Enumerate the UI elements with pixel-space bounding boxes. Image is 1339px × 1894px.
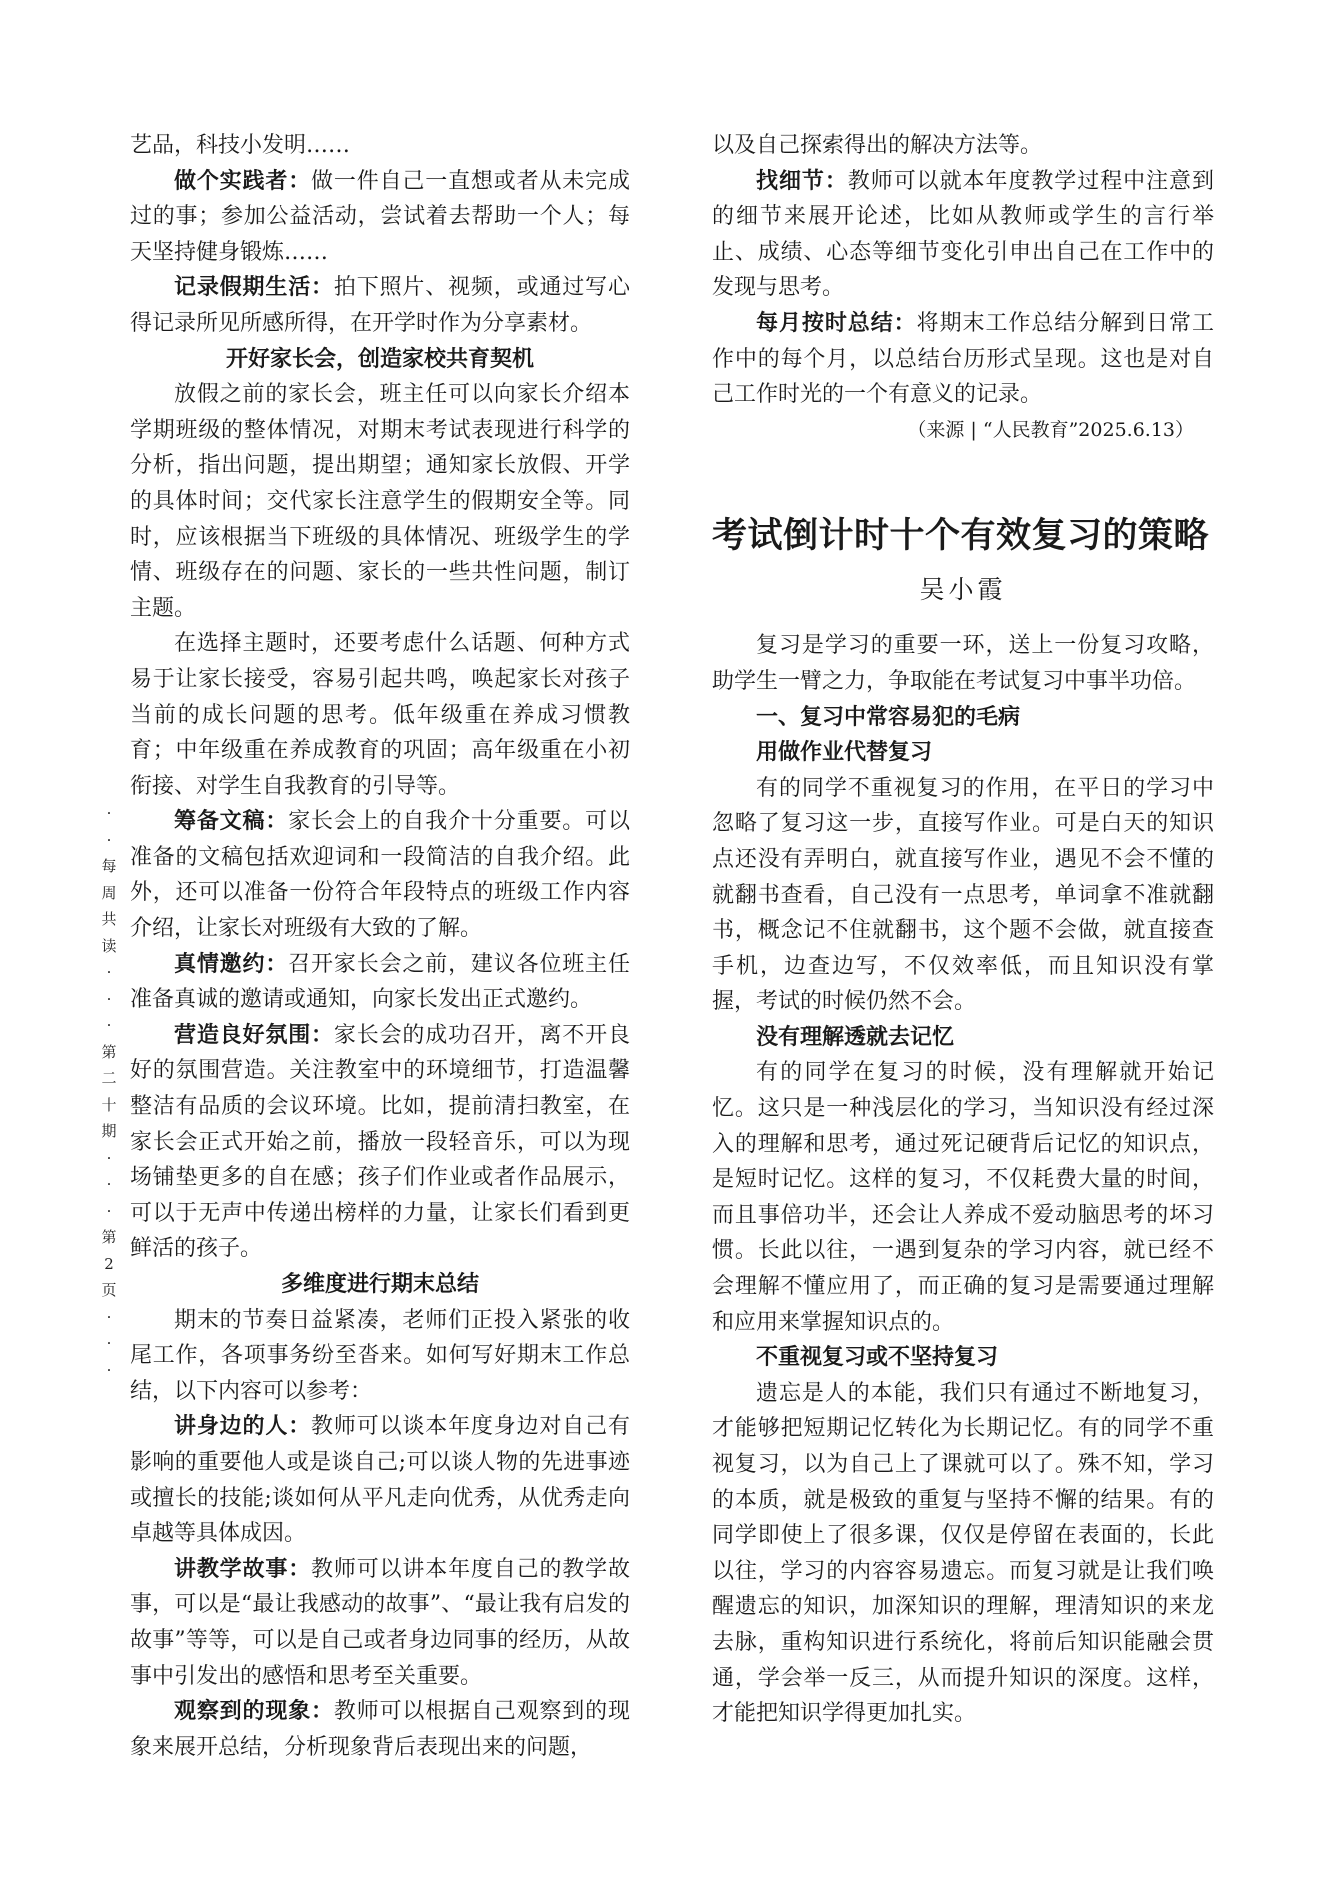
section-heading: 多维度进行期末总结 [280, 1272, 479, 1297]
paragraph [130, 804, 630, 946]
margin-char: 周 [101, 883, 117, 902]
margin-label [98, 800, 120, 1383]
article-title: 考试倒计时十个有效复习的策略 [712, 516, 1210, 557]
margin-char: · [106, 1360, 112, 1379]
paragraph [130, 270, 630, 341]
paragraph [130, 1409, 630, 1551]
margin-char: 第 [101, 1228, 117, 1246]
lead-label: 筹备文稿： [174, 809, 289, 835]
left-column [130, 128, 630, 1765]
paragraph [130, 947, 630, 1018]
lead-label: 找细节： [756, 168, 848, 194]
margin-char: 每 [101, 857, 117, 875]
paragraph: 遗忘是人的本能，我们只有通过不断地复习，才能够把短期记忆转化为长期记忆。有的同学不重视复习，以为自己上了课就可以了。殊不知，学习的本质，就是极致的重复与坚持不懈的结果。有的同学即使上了很多课，仅仅是停留在表面的，长此以往，学习的内容容易遗忘。而复习就是让我们唤醒遗忘的知识，加深知识的理解，理清知识的来龙去脉，重构知识进行系统化，将前后知识能融会贯通，学会举一反三，从而提升知识的深度。这样，才能把知识学得更加扎实。 [712, 1380, 1214, 1727]
paragraph-text: 教师可以就本年度教学过程中注意到的细节来展开论述，比如从教师或学生的言行举止、成绩、心态等细节变化引申出自己在工作中的发现与思考。 [712, 168, 1214, 301]
lead-label: 真情邀约： [174, 951, 289, 977]
margin-char: · [106, 830, 112, 849]
lead-label: 做个实践者： [174, 168, 312, 194]
margin-char: · [106, 1201, 112, 1220]
intro-paragraph: 复习是学习的重要一环，送上一份复习攻略，助学生一臂之力，争取能在考试复习中事半功倍。 [712, 633, 1214, 694]
paragraph: 有的同学在复习的时候，没有理解就开始记忆。这只是一种浅层化的学习，当知识没有经过深入的理解和思考，通过死记硬背后记忆的知识点，是短时记忆。这样的复习，不仅耗费大量的时间，而且事倍功半，还会让人养成不爱动脑思考的坏习惯。长此以往，一遇到复杂的学习内容，就已经不会理解不懂应用了，而正确的复习是需要通过理解和应用来掌握知识点的。 [712, 1060, 1214, 1335]
subsection-heading: 用做作业代替复习 [756, 740, 933, 766]
margin-char: · [106, 963, 112, 981]
margin-char: 期 [101, 1122, 117, 1140]
paragraph: 放假之前的家长会，班主任可以向家长介绍本学期班级的整体情况，对期末考试表现进行科学的分析，指出问题，提出期望；通知家长放假、开学的具体时间；交代家长注意学生的假期安全等。同时，应该根据当下班级的具体情况、班级学生的学情、班级存在的问题、家长的一些共性问题，制订主题。 [130, 382, 630, 621]
paragraph: 有的同学不重视复习的作用，在平日的学习中忽略了复习这一步，直接写作业。可是白天的知识点还没有弄明白，就直接写作业，遇见不会不懂的就翻书查看，自己没有一点思考，单词拿不准就翻书，概念记不住就翻书，这个题不会做，就直接查手机，边查边写，不仅效率低，而且知识没有掌握，考试的时候仍然不会。 [712, 775, 1214, 1015]
paragraph: 在选择主题时，还要考虑什么话题、何种方式易于让家长接受，容易引起共鸣，唤起家长对孩子当前的成长问题的思考。低年级重在养成习惯教育；中年级重在养成教育的巩固；高年级重在小初衔接、对学生自我教育的引导等。 [130, 631, 630, 799]
lead-label: 讲身边的人： [174, 1414, 312, 1440]
lead-label: 讲教学故事： [174, 1556, 312, 1582]
margin-char: · [106, 1334, 112, 1352]
margin-char: 第 [101, 1042, 117, 1061]
author-name: 吴小霞 [919, 575, 1007, 605]
margin-char: 共 [101, 910, 117, 928]
paragraph-text: 教师可以根据自己观察到的现象来展开总结，分析现象背后表现出来的问题， [130, 1699, 630, 1760]
paragraph-text: 教师可以谈本年度身边对自己有影响的重要他人或是谈自己;可以谈人物的先进事迹或擅长的技能;谈如何从平凡走向优秀，从优秀走向卓越等具体成因。 [130, 1414, 630, 1547]
paragraph-text: 拍下照片、视频，或通过写心得记录所见所感所得，在开学时作为分享素材。 [130, 275, 630, 336]
lead-label: 记录假期生活： [174, 275, 334, 301]
subsection-heading: 不重视复习或不坚持复习 [756, 1345, 999, 1371]
paragraph [130, 164, 630, 271]
paragraph-text: 做一件自己一直想或者从未完成过的事；参加公益活动，尝试着去帮助一个人；每天坚持健身锻炼…… [130, 168, 630, 265]
paragraph [712, 164, 1214, 306]
margin-char: 十 [101, 1095, 117, 1114]
lead-label: 营造良好氛围： [174, 1022, 334, 1048]
margin-char: 读 [101, 936, 117, 955]
paragraph [130, 1552, 630, 1694]
paragraph-text: 将期末工作总结分解到日常工作中的每个月，以总结台历形式呈现。这也是对自己工作时光的一个有意义的记录。 [712, 310, 1214, 408]
paragraph-text: 召开家长会之前，建议各位班主任准备真诚的邀请或通知，向家长发出正式邀约。 [130, 951, 630, 1013]
margin-char: · [106, 1307, 112, 1326]
section-heading: 开好家长会，创造家校共育契机 [225, 346, 534, 372]
section-heading: 一、复习中常容易犯的毛病 [756, 704, 1021, 730]
margin-char: · [106, 1016, 112, 1034]
paragraph-text: 家长会的成功召开，离不开良好的氛围营造。关注教室中的环境细节，打造温馨整洁有品质的会议环境。比如，提前清扫教室，在家长会正式开始之前，播放一段轻音乐，可以为现场铺垫更多的自在感；孩子们作业或者作品展示，可以于无声中传递出榜样的力量，让家长们看到更鲜活的孩子。 [130, 1022, 630, 1262]
paragraph: 以及自己探索得出的解决方法等。 [712, 133, 1043, 158]
margin-char: · [106, 1175, 112, 1193]
source-citation: （来源 | “人民教育”2025.6.13） [907, 418, 1194, 441]
margin-char: 二 [101, 1069, 117, 1087]
paragraph [130, 1018, 630, 1267]
right-column [712, 128, 1214, 1732]
paragraph: 期末的节奏日益紧凑，老师们正投入紧张的收尾工作，各项事务纷至沓来。如何写好期末工作总结，以下内容可以参考： [130, 1307, 630, 1404]
margin-char: · [106, 989, 112, 1008]
paragraph [712, 306, 1214, 413]
margin-char: · [106, 804, 112, 822]
margin-char: 页 [101, 1281, 117, 1299]
margin-char: · [106, 1148, 112, 1167]
lead-label: 观察到的现象： [174, 1699, 334, 1725]
lead-label: 每月按时总结： [756, 310, 917, 336]
subsection-heading: 没有理解透就去记忆 [756, 1024, 955, 1050]
paragraph: 艺品，科技小发明…… [130, 133, 351, 158]
margin-char: 2 [104, 1254, 114, 1273]
paragraph-text: 家长会上的自我介十分重要。可以准备的文稿包括欢迎词和一段简洁的自我介绍。此外，还可以准备一份符合年段特点的班级工作内容介绍，让家长对班级有大致的了解。 [130, 809, 630, 942]
paragraph [130, 1694, 630, 1765]
paragraph-text: 教师可以讲本年度自己的教学故事，可以是“最让我感动的故事”、“最让我有启发的故事”等等，可以是自己或者身边同事的经历，从故事中引发出的感悟和思考至关重要。 [130, 1556, 630, 1689]
